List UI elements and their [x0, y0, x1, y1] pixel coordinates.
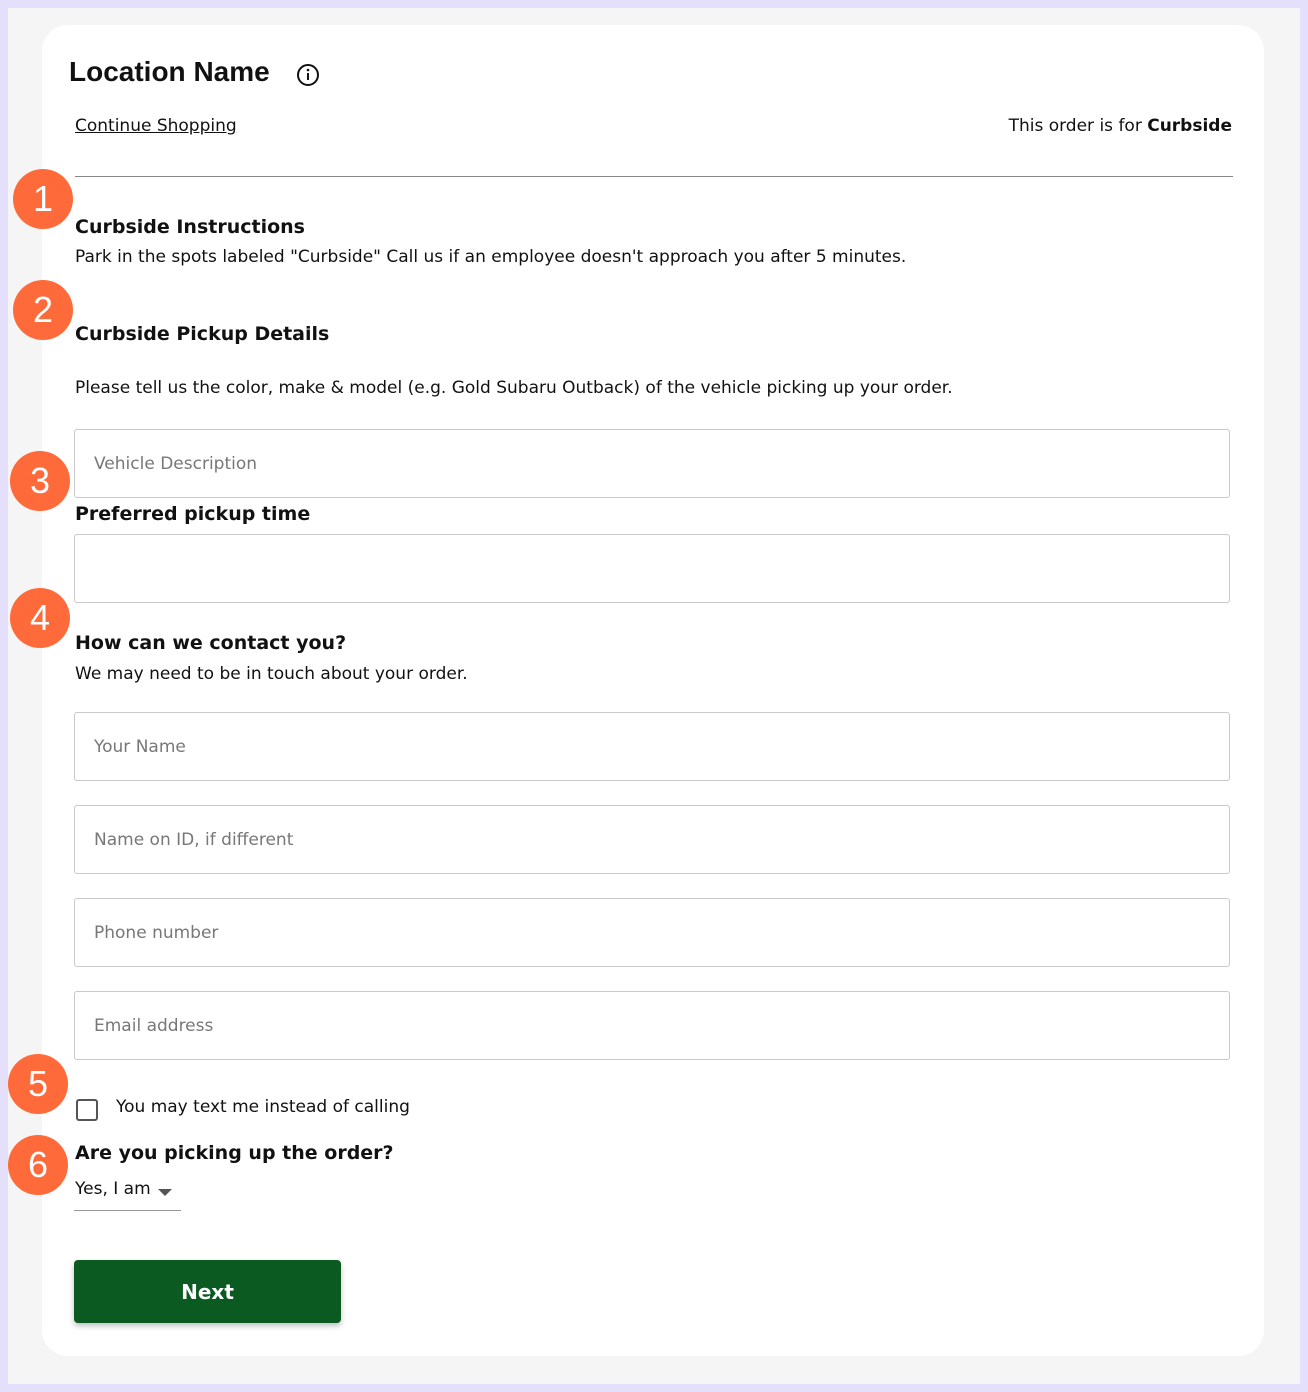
text-optin-checkbox[interactable]	[76, 1099, 98, 1121]
next-button[interactable]: Next	[74, 1260, 341, 1323]
location-title: Location Name	[69, 56, 270, 87]
order-type-prefix: This order is for	[1008, 116, 1148, 136]
pickup-person-select[interactable]	[74, 1176, 181, 1211]
order-type-text	[1009, 116, 1232, 136]
step-badge-4: 4	[10, 588, 70, 648]
curbside-instructions-text: Park in the spots labeled "Curbside" Call us if an employee doesn't approach you after 5 minutes.	[75, 247, 907, 267]
pickup-time-label: Preferred pickup time	[75, 503, 311, 525]
pickup-details-text: Please tell us the color, make & model (e.g. Gold Subaru Outback) of the vehicle picking up your order.	[75, 378, 953, 398]
pickup-time-field[interactable]	[74, 534, 1230, 603]
your-name-field[interactable]	[74, 712, 1230, 781]
step-badge-3: 3	[10, 451, 70, 511]
text-optin-label[interactable]: You may text me instead of calling	[116, 1097, 410, 1117]
step-badge-6: 6	[8, 1135, 68, 1195]
phone-field[interactable]	[74, 898, 1230, 967]
contact-heading: How can we contact you?	[75, 632, 347, 654]
curbside-instructions-heading: Curbside Instructions	[75, 216, 305, 238]
info-icon[interactable]	[296, 63, 320, 87]
vehicle-description-field[interactable]	[74, 429, 1230, 498]
email-input[interactable]	[75, 992, 1229, 1059]
contact-subtext: We may need to be in touch about your order.	[75, 664, 468, 684]
your-name-input[interactable]	[75, 713, 1229, 780]
email-field[interactable]	[74, 991, 1230, 1060]
step-badge-1: 1	[13, 169, 73, 229]
id-name-input[interactable]	[75, 806, 1229, 873]
phone-input[interactable]	[75, 899, 1229, 966]
id-name-field[interactable]	[74, 805, 1230, 874]
pickup-time-input[interactable]	[75, 535, 1229, 602]
continue-shopping-link[interactable]: Continue Shopping	[75, 116, 237, 136]
step-badge-5: 5	[8, 1054, 68, 1114]
step-badge-2: 2	[13, 280, 73, 340]
pickup-person-heading: Are you picking up the order?	[75, 1142, 394, 1164]
pickup-person-selected-value: Yes, I am	[75, 1179, 151, 1199]
chevron-down-icon	[158, 1189, 172, 1196]
vehicle-description-input[interactable]	[75, 430, 1229, 497]
header-divider	[75, 176, 1233, 177]
pickup-details-heading: Curbside Pickup Details	[75, 323, 330, 345]
order-type-value: Curbside	[1147, 116, 1232, 136]
